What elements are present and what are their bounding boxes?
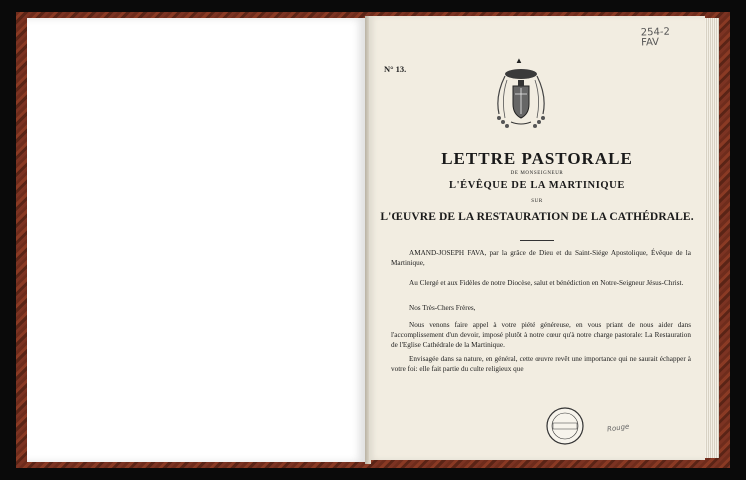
title-sur: SUR xyxy=(531,199,543,204)
handwritten-shelfmark xyxy=(641,27,671,48)
library-stamp-icon xyxy=(545,406,585,446)
paragraph-salutation-author: AMAND-JOSEPH FAVA, par la grâce de Dieu et du Saint-Siége Apostolique, Évêque de la Martinique, xyxy=(391,249,691,267)
divider-rule xyxy=(520,240,554,241)
pencil-annotation: Rouge xyxy=(606,422,630,434)
dot-mark: ▲ xyxy=(515,56,523,65)
title-subject: L'ŒUVRE DE LA RESTAURATION DE LA CATHÉDRALE. xyxy=(380,211,694,223)
document-number: N° 13. xyxy=(384,64,407,74)
shelfmark-line: FAV xyxy=(640,36,660,49)
title-bishop: L'ÉVÊQUE DE LA MARTINIQUE xyxy=(449,180,625,191)
title-de: DE MONSEIGNEUR xyxy=(510,171,564,176)
episcopal-coat-of-arms-icon xyxy=(491,66,551,132)
left-blank-page xyxy=(27,18,365,462)
title-main: LETTRE PASTORALE xyxy=(441,149,633,168)
paragraph-addressees: Au Clergé et aux Fidèles de notre Diocèse, salut et bénédiction en Notre-Seigneur Jésus-Christ. xyxy=(409,279,684,287)
paragraph-appeal: Nous venons faire appel à votre piété généreuse, en vous priant de nous aider dans l'accomplissement d'un devoir, imposé plutôt à notre cœur qu'à notre charge pastorale: La Restauration de l'Eglise Cathédrale de la Martinique. xyxy=(391,321,691,349)
paragraph-importance: Envisagée dans sa nature, en général, cette œuvre revêt une importance qui ne saurait échapper à votre foi: elle fait partie du culte religieux que xyxy=(391,355,691,373)
shelfmark-line: 254-2 xyxy=(640,26,671,39)
right-page xyxy=(369,16,705,460)
paragraph-greeting: Nos Très-Chers Frères, xyxy=(409,304,476,312)
page-edges xyxy=(705,18,719,458)
